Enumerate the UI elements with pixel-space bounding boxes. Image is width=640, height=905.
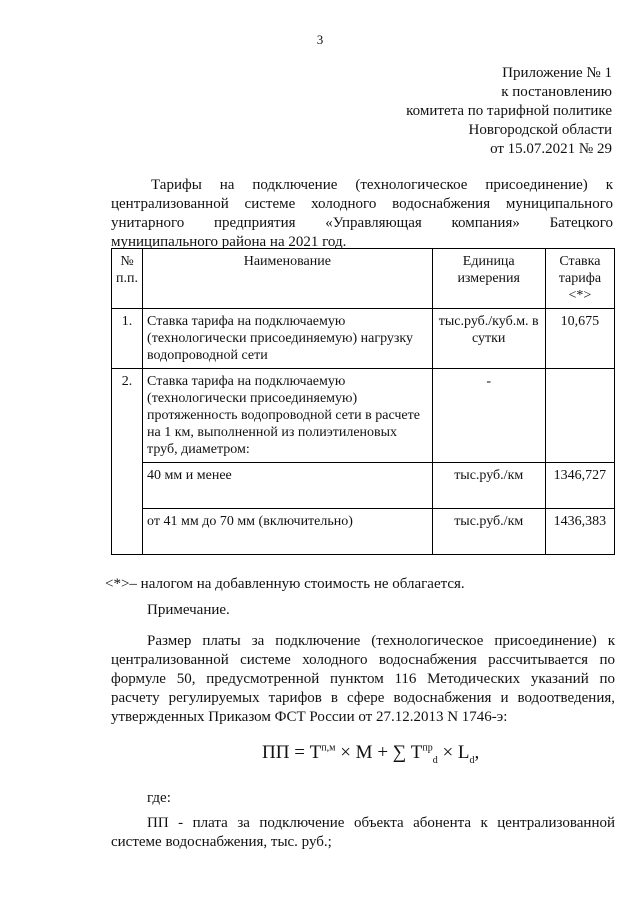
row-rate: 1436,383 [545, 509, 614, 555]
appendix-line: Новгородской области [468, 122, 612, 138]
row-num: 2. [112, 369, 143, 555]
header-num [112, 249, 143, 309]
header-rate-line: <*> [568, 288, 592, 303]
header-rate-line: Ставка [559, 254, 601, 269]
formula [262, 742, 479, 766]
definition-paragraph: ПП - плата за подключение объекта абонента к централизованной системе водоснабжения, тыс. руб.; [111, 815, 615, 850]
formula-sup: пр [422, 742, 433, 754]
header-rate-line: тарифа [558, 271, 602, 286]
row-rate: 10,675 [545, 309, 614, 369]
formula-mid: × M + ∑ T [335, 742, 423, 763]
table-row [112, 509, 615, 555]
formula-end: , [474, 742, 480, 763]
row-num: 1. [112, 309, 143, 369]
page-number: 3 [316, 32, 324, 47]
row-unit: тыс.руб./куб.м. в сутки [432, 309, 545, 369]
formula-sub: d [432, 754, 438, 766]
table-row [112, 309, 615, 369]
table-row [112, 369, 615, 463]
appendix-line: от 15.07.2021 № 29 [490, 141, 612, 157]
appendix-header [406, 64, 612, 159]
header-unit-line: Единица [462, 254, 515, 269]
row-name: от 41 мм до 70 мм (включительно) [143, 509, 433, 555]
row-rate: 1346,727 [545, 463, 614, 509]
row-unit: - [432, 369, 545, 463]
table-header-row [112, 249, 615, 309]
formula-sup: п,м [321, 742, 336, 754]
note-label: Примечание. [147, 602, 230, 618]
table-row [112, 463, 615, 509]
formula-sub: d [469, 754, 475, 766]
document-title: Тарифы на подключение (технологическое присоединение) к централизованной системе холодного водоснабжения муниципального унитарного предприятия «Управляющая компания» Батецкого муниципального района на 2021 год. [111, 177, 613, 250]
where-label: где: [147, 790, 171, 806]
header-name: Наименование [143, 249, 433, 309]
row-unit: тыс.руб./км [432, 463, 545, 509]
row-name: Ставка тарифа на подключаемую (технологически присоединяемую) нагрузку водопроводной сети [143, 309, 433, 369]
row-rate [545, 369, 614, 463]
formula-lhs: ПП = Т [262, 742, 322, 763]
tariff-table [111, 248, 615, 555]
note-paragraph: Размер платы за подключение (технологическое присоединение) к централизованной системе холодного водоснабжения рассчитывается по формуле 50, предусмотренной пунктом 116 Методических указаний по расчету регулируемых тарифов в сфере водоснабжения и водоотведения, утвержденных Приказом ФСТ России от 27.12.2013 N 1746-э: [111, 633, 615, 725]
header-rate [545, 249, 614, 309]
header-unit-line: измерения [457, 271, 520, 286]
appendix-line: комитета по тарифной политике [406, 103, 612, 119]
footnote: <*>– налогом на добавленную стоимость не облагается. [105, 576, 465, 592]
row-name: 40 мм и менее [143, 463, 433, 509]
appendix-line: к постановлению [501, 84, 612, 100]
header-unit [432, 249, 545, 309]
header-num-line: № [120, 254, 134, 269]
row-unit: тыс.руб./км [432, 509, 545, 555]
appendix-line: Приложение № 1 [502, 65, 612, 81]
row-name: Ставка тарифа на подключаемую (технологически присоединяемую) протяженность водопроводной сети в расчете на 1 км, выполненной из полиэтиленовых труб, диаметром: [143, 369, 433, 463]
formula-tail: × L [437, 742, 470, 763]
header-num-line: п.п. [116, 271, 139, 286]
